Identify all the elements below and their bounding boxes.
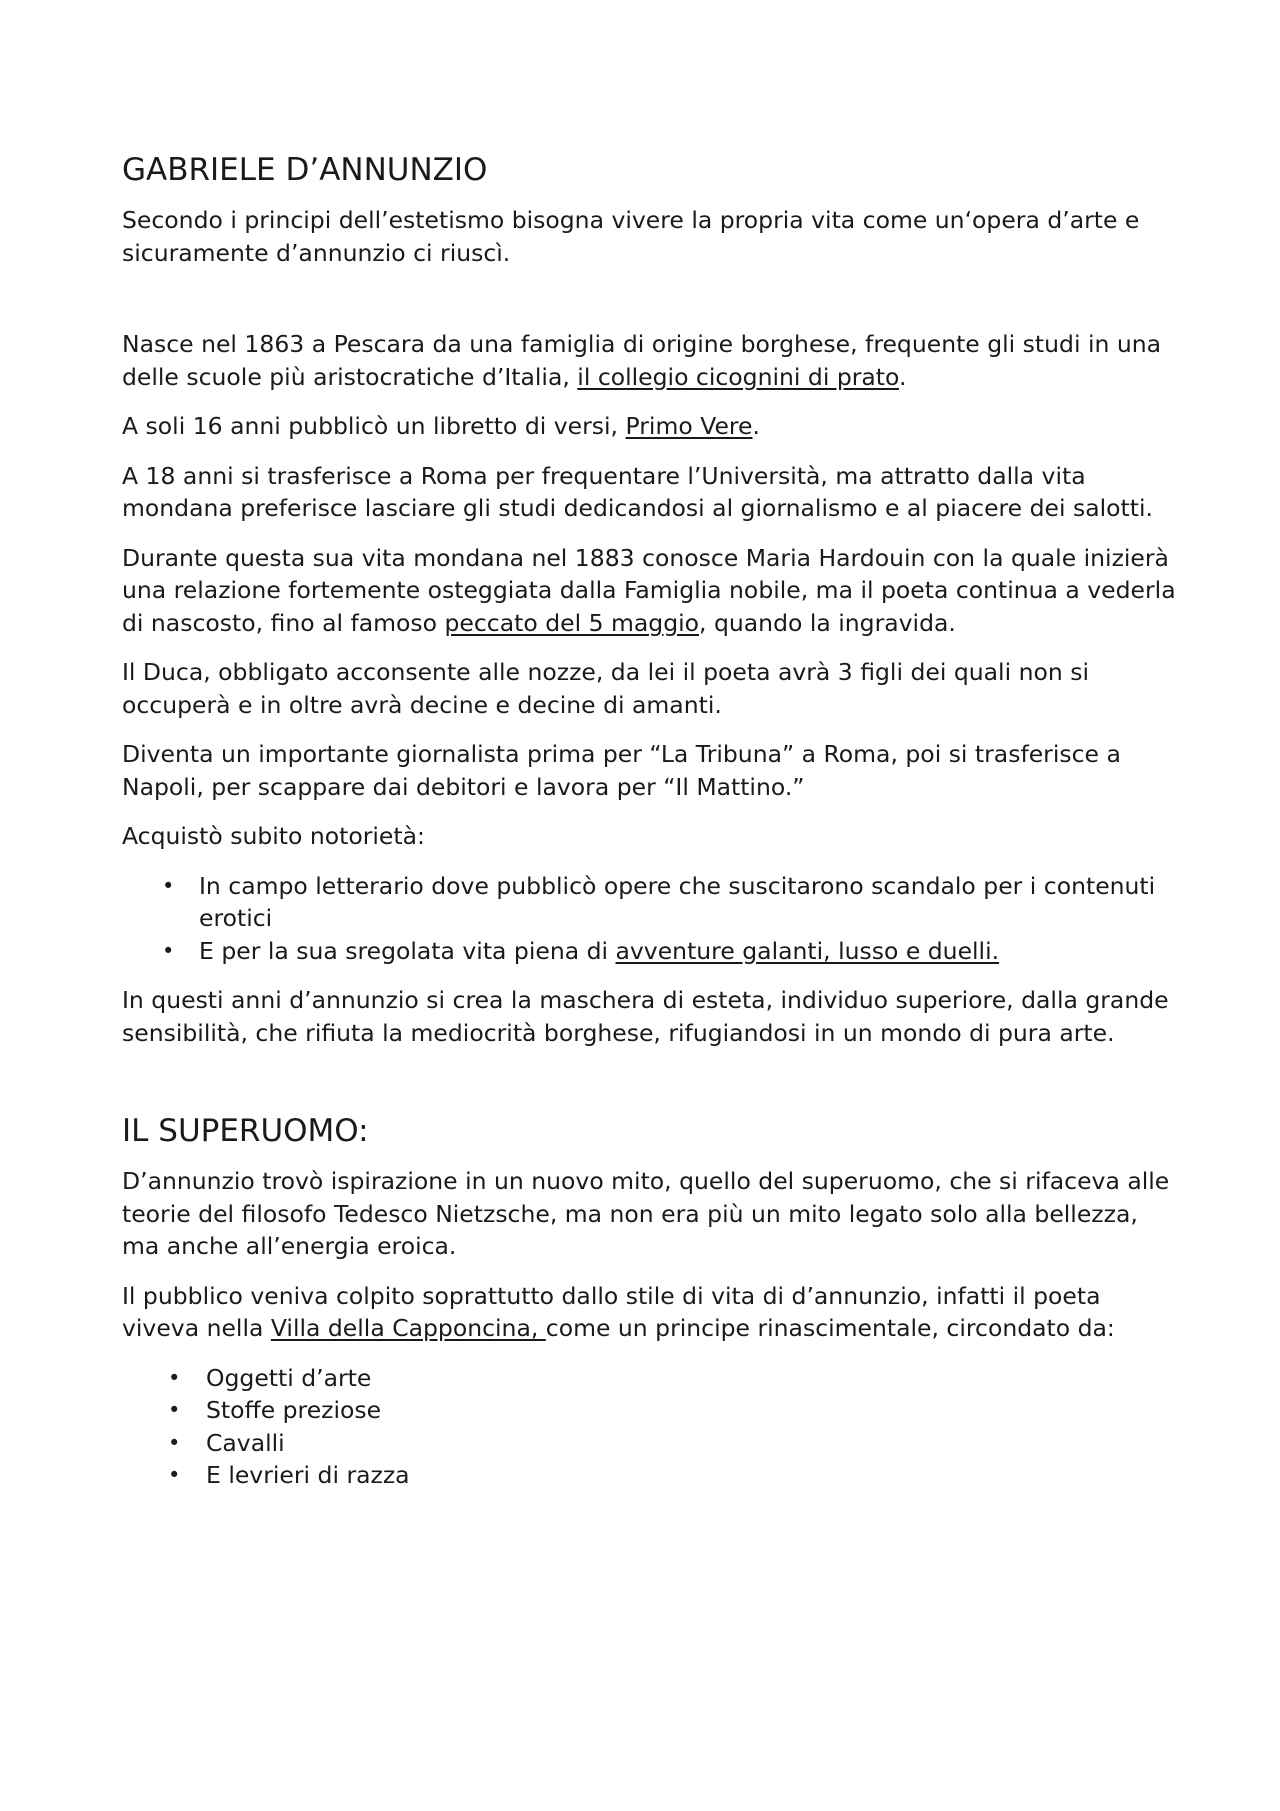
- primo-vere-text: A soli 16 anni pubblicò un libretto di versi,: [122, 412, 626, 440]
- list-item: [122, 1394, 1182, 1427]
- list-item-text: Oggetti d’arte: [206, 1363, 372, 1392]
- roma-paragraph: A 18 anni si trasferisce a Roma per frequentare l’Università, ma attratto dalla vita mondana preferisce lasciare gli studi dedicandosi al giornalismo e al piacere dei salotti.: [122, 461, 1153, 522]
- intro-paragraph: Secondo i principi dell’estetismo bisogna vivere la propria vita come un‘opera d’arte e sicuramente d’annunzio ci riuscì.: [122, 206, 1140, 267]
- superuomo-paragraph: D’annunzio trovò ispirazione in un nuovo mito, quello del superuomo, che si rifaceva alle teorie del filosofo Tedesco Nietzsche, ma non era più un mito legato solo alla bellezza, ma anche all’energia eroica.: [122, 1167, 1170, 1260]
- notorieta-list: [122, 870, 1182, 968]
- capponcina-end: come un principe rinascimentale, circondato da:: [545, 1314, 1115, 1342]
- hardouin-paragraph: [122, 542, 1182, 640]
- list-item: [122, 935, 1182, 968]
- list-item-text: Cavalli: [206, 1428, 285, 1457]
- duca-paragraph: Il Duca, obbligato acconsente alle nozze, da lei il poeta avrà 3 figli dei quali non si occuperà e in oltre avrà decine e decine di amanti.: [122, 658, 1089, 719]
- esteta-paragraph: In questi anni d’annunzio si crea la maschera di esteta, individuo superiore, dalla grande sensibilità, che rifiuta la mediocrità borghese, rifugiandosi in un mondo di pura arte.: [122, 986, 1169, 1047]
- bullet-icon: •: [168, 1430, 181, 1455]
- primo-vere-underlined-text: Primo Vere: [625, 412, 753, 440]
- document-page: [122, 150, 1182, 1509]
- giornalista-paragraph: Diventa un importante giornalista prima per “La Tribuna” a Roma, poi si trasferisce a Napoli, per scappare dai debitori e lavora per “Il Mattino.”: [122, 740, 1121, 801]
- circondato-list: [122, 1362, 1182, 1492]
- list-item: [122, 1362, 1182, 1395]
- hardouin-end: , quando la ingravida.: [699, 608, 956, 637]
- capponcina-underlined-text: Villa della Capponcina,: [270, 1314, 546, 1342]
- bullet-icon: •: [168, 1463, 181, 1487]
- list-item-text: E levrieri di razza: [206, 1461, 410, 1489]
- bullet-icon: •: [168, 1398, 181, 1422]
- list-item-text: Stoffe preziose: [206, 1396, 382, 1424]
- hardouin-text: Durante questa sua vita mondana nel 1883 conosce Maria Hardouin con la quale inizierà una relazione fortemente osteggiata dalla Famiglia nobile, ma il poeta continua a vederla di nascosto, fino al famoso: [122, 543, 1176, 637]
- primo-vere-end: .: [752, 412, 760, 440]
- capponcina-text: Il pubblico veniva colpito soprattutto dallo stile di vita di d’annunzio, infatti il poeta viveva nella: [122, 1281, 1101, 1342]
- primo-vere-paragraph: [122, 410, 1182, 443]
- list-item-text: E per la sua sregolata vita piena di: [199, 936, 616, 965]
- list-item: [122, 1459, 1182, 1492]
- birth-paragraph: [122, 328, 1182, 393]
- collegio-underlined-text: il collegio cicognini di prato: [577, 362, 899, 391]
- capponcina-paragraph: [122, 1280, 1182, 1345]
- birth-end: .: [899, 362, 907, 391]
- section-title-superuomo: IL SUPERUOMO:: [122, 1113, 369, 1149]
- peccato-underlined-text: peccato del 5 maggio: [444, 608, 700, 637]
- list-item-text: In campo letterario dove pubblicò opere che suscitarono scandalo per i contenuti erotici: [199, 871, 1156, 932]
- bullet-icon: •: [168, 1365, 181, 1390]
- birth-text: Nasce nel 1863 a Pescara da una famiglia di origine borghese, frequente gli studi in una delle scuole più aristocratiche d’Italia,: [122, 330, 1162, 391]
- list-item: [122, 870, 1182, 935]
- bullet-icon: •: [162, 938, 175, 963]
- section-title-dannunzio: GABRIELE D’ANNUNZIO: [122, 152, 488, 188]
- avventure-underlined-text: avventure galanti, lusso e duelli.: [615, 936, 1000, 965]
- bullet-icon: •: [162, 873, 175, 898]
- list-item: [122, 1427, 1182, 1460]
- notorieta-paragraph: Acquistò subito notorietà:: [122, 822, 425, 850]
